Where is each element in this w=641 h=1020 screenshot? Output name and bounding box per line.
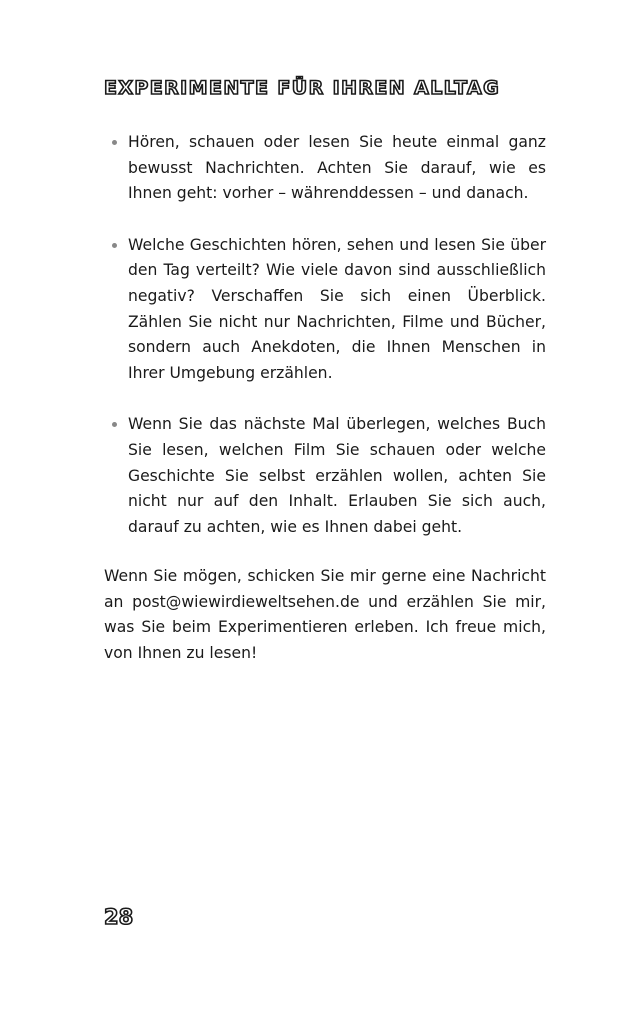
list-item [104, 233, 546, 387]
list-item-text: Wenn Sie das nächste Mal überlegen, welches Buch Sie lesen, welchen Film Sie schauen oder welche Geschichte Sie selbst erzählen wollen, achten Sie nicht nur auf den Inhalt. Erlauben Sie sich auch, darauf zu achten, wie es Ihnen dabei geht. [128, 415, 546, 536]
bullet-dot-icon [112, 140, 117, 145]
list-item [104, 130, 546, 207]
list-item-text: Hören, schauen oder lesen Sie heute einmal ganz bewusst Nachrichten. Achten Sie darauf, wie es Ihnen geht: vorher – währenddessen – und danach. [128, 133, 546, 203]
bullet-dot-icon [112, 243, 117, 248]
closing-paragraph: Wenn Sie mögen, schicken Sie mir gerne eine Nachricht an post@wiewirdieweltsehen.de und erzählen Sie mir, was Sie beim Experimentieren erleben. Ich freue mich, von Ihnen zu lesen! [104, 567, 546, 662]
section-heading: EXPERIMENTE FÜR IHREN ALLTAG [104, 77, 501, 99]
experiment-list [104, 130, 546, 566]
list-item [104, 412, 546, 540]
bullet-dot-icon [112, 422, 117, 427]
list-item-text: Welche Geschichten hören, sehen und lesen Sie über den Tag verteilt? Wie viele davon sind ausschließlich negativ? Verschaffen Sie sich einen Überblick. Zählen Sie nicht nur Nachrichten, Filme und Bücher, sondern auch Anekdoten, die Ihnen Menschen in Ihrer Umgebung erzählen. [128, 235, 546, 382]
page-number: 28 [104, 905, 134, 929]
